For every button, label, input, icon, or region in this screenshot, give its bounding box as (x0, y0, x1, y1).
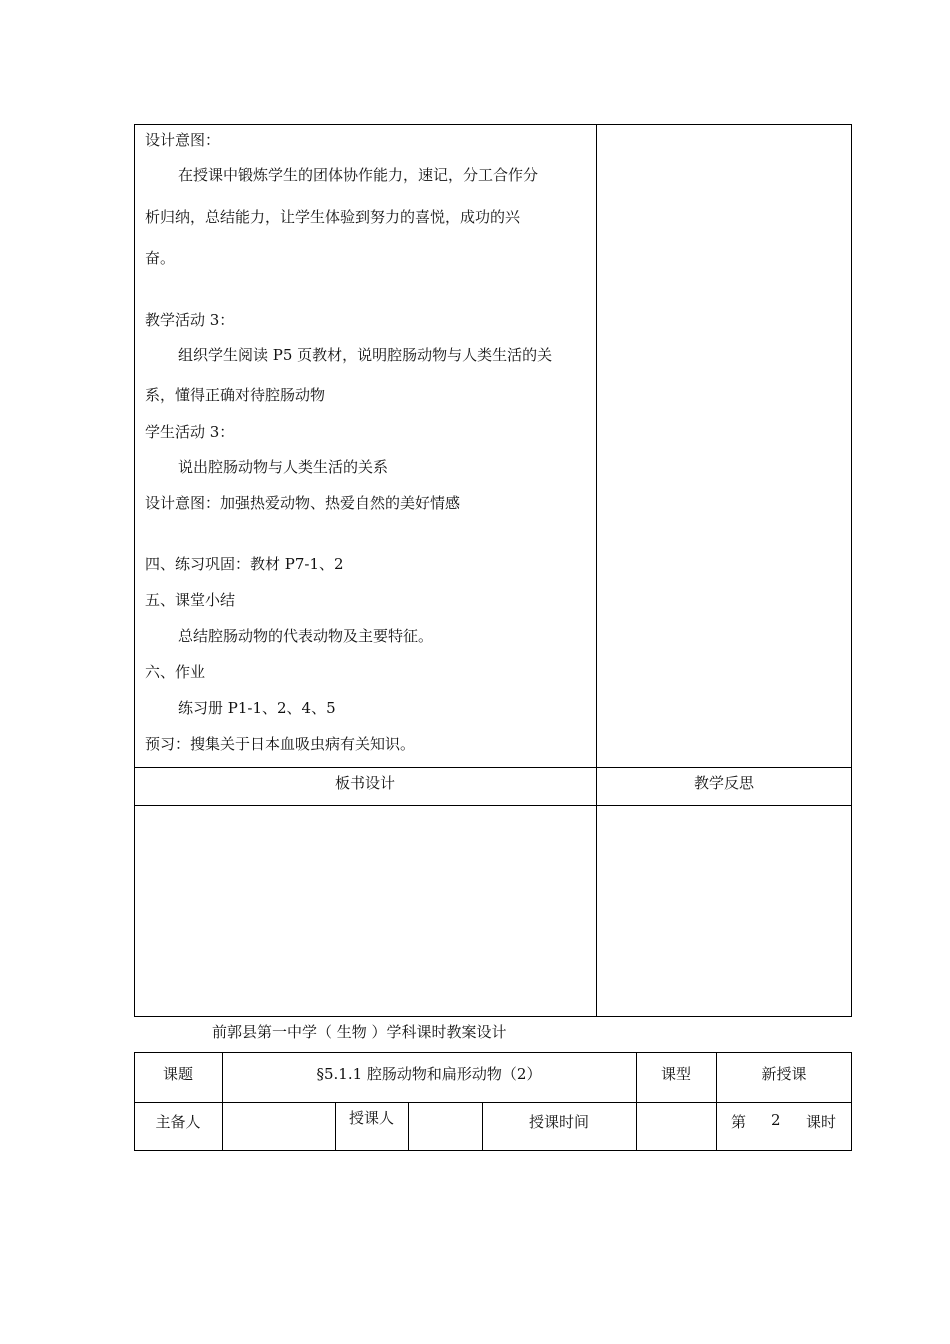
upper-table-divider (596, 124, 597, 1017)
period-prefix: 第 (731, 1113, 747, 1131)
upper-table-row-line (134, 767, 852, 768)
time-label: 授课时间 (528, 1113, 589, 1131)
paragraph-line: 析归纳，总结能力，让学生体验到努力的喜悦，成功的兴 (145, 208, 521, 226)
topic-value: §5.1.1 腔肠动物和扁形动物（2） (316, 1065, 542, 1083)
practice-section: 四、练习巩固：教材 P7-1、2 (145, 555, 344, 573)
period-suffix: 课时 (806, 1113, 837, 1131)
summary-title: 五、课堂小结 (145, 591, 236, 609)
period-number: 2 (771, 1111, 781, 1129)
reflection-header: 教学反思 (693, 774, 754, 792)
design-intent-2: 设计意图：加强热爱动物、热爱自然的美好情感 (145, 494, 461, 512)
paragraph-line: 在授课中锻炼学生的团体协作能力，速记，分工合作分 (178, 166, 539, 184)
type-value: 新授课 (761, 1065, 807, 1083)
lower-table-col-line (408, 1102, 409, 1151)
teacher-label: 授课人 (348, 1109, 394, 1127)
paragraph-line: 奋。 (145, 249, 176, 267)
summary-text: 总结腔肠动物的代表动物及主要特征。 (178, 627, 434, 645)
homework-text: 练习册 P1-1、2、4、5 (178, 699, 336, 717)
teaching-activity-label: 教学活动 3： (145, 311, 235, 329)
homework-title: 六、作业 (145, 663, 206, 681)
topic-label: 课题 (162, 1065, 193, 1083)
lower-table-row-line (134, 1102, 852, 1103)
upper-table-header-line (134, 805, 852, 806)
board-design-header: 板书设计 (334, 774, 395, 792)
paragraph-line: 系，懂得正确对待腔肠动物 (145, 386, 326, 404)
preparer-label: 主备人 (155, 1113, 201, 1131)
type-label: 课型 (660, 1065, 691, 1083)
preview-text: 预习：搜集关于日本血吸虫病有关知识。 (145, 735, 416, 753)
page-heading: 前郭县第一中学（ 生物 ）学科课时教案设计 (212, 1023, 507, 1041)
paragraph-line: 组织学生阅读 P5 页教材，说明腔肠动物与人类生活的关 (178, 346, 553, 364)
student-activity-label: 学生活动 3： (145, 423, 235, 441)
design-intent-label: 设计意图： (145, 131, 221, 149)
paragraph-line: 说出腔肠动物与人类生活的关系 (178, 458, 389, 476)
